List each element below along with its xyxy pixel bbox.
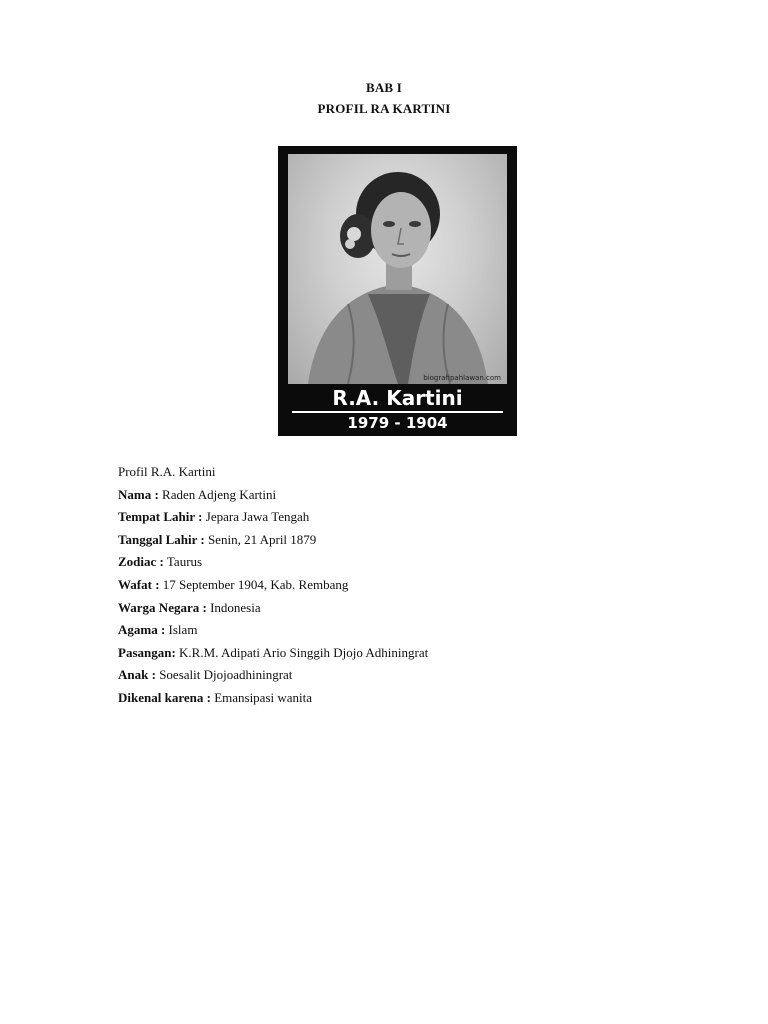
field-value: Jepara Jawa Tengah xyxy=(202,509,310,525)
field-label: Agama : xyxy=(118,622,166,638)
profile-field-tanggal-lahir xyxy=(118,531,678,554)
portrait-illustration xyxy=(288,154,507,384)
field-value: Taurus xyxy=(163,554,203,570)
profile-field-warga-negara xyxy=(118,599,678,622)
profile-intro: Profil R.A. Kartini xyxy=(118,464,216,479)
field-value: Soesalit Djojoadhiningrat xyxy=(155,667,293,683)
field-value: 17 September 1904, Kab. Rembang xyxy=(159,576,349,592)
field-value: Indonesia xyxy=(206,599,261,615)
profile-field-tempat-lahir xyxy=(118,508,678,531)
field-label: Nama : xyxy=(118,486,159,502)
field-value: Emansipasi wanita xyxy=(210,689,313,705)
field-value: K.R.M. Adipati Ario Singgih Djojo Adhiningrat xyxy=(175,644,429,660)
field-label: Dikenal karena : xyxy=(118,689,211,705)
field-label: Zodiac : xyxy=(118,554,164,570)
field-value: Islam xyxy=(165,622,198,638)
profile-section xyxy=(118,463,678,712)
portrait-photo xyxy=(288,154,507,384)
portrait-watermark: biografipahlawan.com xyxy=(423,374,501,382)
field-label: Tanggal Lahir : xyxy=(118,531,205,547)
profile-field-nama xyxy=(118,486,678,509)
profile-field-wafat xyxy=(118,576,678,599)
profile-field-anak xyxy=(118,666,678,689)
caption-divider xyxy=(292,411,503,413)
profile-field-agama xyxy=(118,621,678,644)
portrait-figure xyxy=(278,146,517,436)
field-label: Pasangan: xyxy=(118,644,176,660)
field-label: Warga Negara : xyxy=(118,599,207,615)
field-label: Tempat Lahir : xyxy=(118,509,203,525)
field-label: Wafat : xyxy=(118,576,160,592)
portrait-years-caption: 1979 - 1904 xyxy=(347,414,448,432)
portrait-name-caption: R.A. Kartini xyxy=(332,386,463,410)
profile-field-pasangan xyxy=(118,644,678,667)
profile-field-zodiac xyxy=(118,553,678,576)
profile-field-dikenal-karena xyxy=(118,689,678,712)
field-label: Anak : xyxy=(118,667,156,683)
field-value: Senin, 21 April 1879 xyxy=(204,531,317,547)
chapter-number: BAB I xyxy=(365,80,403,95)
chapter-title: PROFIL RA KARTINI xyxy=(317,101,451,116)
field-value: Raden Adjeng Kartini xyxy=(158,486,277,502)
